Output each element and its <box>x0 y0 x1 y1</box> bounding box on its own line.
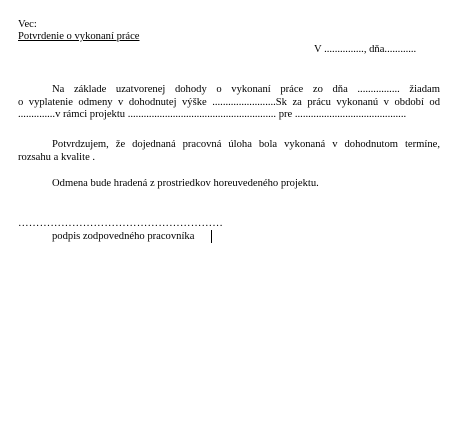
request-paragraph-line-3: ..............v rámci projektu ........................................................ pre .......................................... <box>18 109 407 120</box>
subject-title: Potvrdenie o vykonaní práce <box>18 31 140 42</box>
text-cursor <box>211 230 212 243</box>
confirmation-paragraph-line-1: Potvrdzujem, že dojednaná pracovná úloha bola vykonaná v dohodnutom termíne, <box>52 139 440 150</box>
signature-label: podpis zodpovedného pracovníka <box>52 231 195 242</box>
request-paragraph-line-1: Na základe uzatvorenej dohody o vykonaní práce zo dňa ................ žiadam <box>52 84 440 95</box>
request-paragraph-line-2: o vyplatenie odmeny v dohodnutej výške ........................Sk za prácu vykonanú v období od <box>18 96 440 108</box>
subject-label: Vec: <box>18 19 37 30</box>
request-paragraph <box>18 84 440 122</box>
signature-line: ………………………………………………… <box>18 218 224 229</box>
place-date-line: V ..............., dňa............ <box>314 44 417 55</box>
confirmation-paragraph <box>18 139 440 164</box>
confirmation-paragraph-line-2: rozsahu a kvalite . <box>18 151 96 163</box>
payment-paragraph: Odmena bude hradená z prostriedkov horeuvedeného projektu. <box>52 178 319 189</box>
